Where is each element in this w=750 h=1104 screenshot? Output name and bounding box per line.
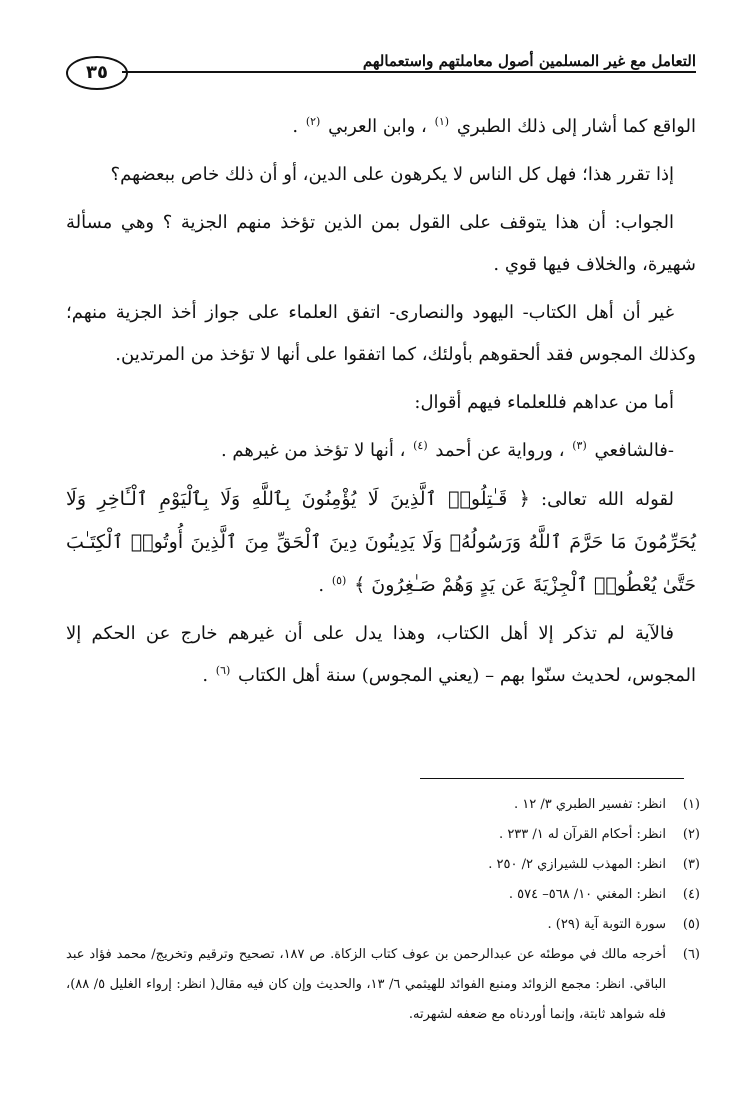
footnote-number: (٤) [682,887,700,902]
footnote-number: (٥) [682,917,700,932]
footnote-text: انظر: المهذب للشيرازي ٢/ ٢٥٠ . [488,857,666,872]
running-title: التعامل مع غير المسلمين أصول معاملتهم واستعمالهم [362,52,696,70]
paragraph-5: أما من عداهم فللعلماء فيهم أقوال: [414,392,674,413]
header-rule [122,71,696,73]
paragraph-4: غير أن أهل الكتاب- اليهود والنصارى- اتفق العلماء على جواز أخذ الجزية منهم؛ وكذلك المجوس فقد ألحقوهم بأولئك، كما اتفقوا على أنها لا تؤخذ من المرتدين. [66,302,696,365]
footnotes [66,790,700,1030]
footnote-number: (٣) [682,857,700,872]
footnote-text: أخرجه مالك في موطئه عن عبدالرحمن بن عوف كتاب الزكاة. ص ١٨٧، تصحيح وترقيم وتخريج/ محمد فؤاد عبد الباقي. انظر: مجمع الزوائد ومنبع الفوائد للهيثمي ٦/ ١٣، والحديث وإن كان فيه مقال( انظر: إرواء الغليل ٥/ ٨٨)، فله شواهد ثابتة، وإنما أوردناه مع ضعفه لشهرته. [66,947,666,1022]
footnote-text: انظر: أحكام القرآن له ١/ ٢٣٣ . [499,827,666,842]
footnote-ref-6: (٦) [215,664,231,677]
footnote-number: (١) [682,797,700,812]
footnote-item [66,880,700,910]
paragraph-3: الجواب: أن هذا يتوقف على القول بمن الذين تؤخذ منهم الجزية ؟ وهي مسألة شهيرة، والخلاف فيها قوي . [66,212,696,275]
footnote-item [66,820,700,850]
p8-end: . [202,665,209,686]
footnote-ref-4: (٤) [413,439,428,452]
paragraph-6 [66,430,696,472]
footnote-ref-1: (١) [434,115,450,128]
paragraph-2: إذا تقرر هذا؛ فهل كل الناس لا يكرهون على الدين، أو أن ذلك خاص ببعضهم؟ [110,164,674,185]
footnote-item [66,910,700,940]
p6-end: ، أنها لا تؤخذ من غيرهم . [220,440,406,461]
p6-middle: ، ورواية عن أحمد [435,440,565,461]
footnote-text: انظر: تفسير الطبري ٣/ ١٢ . [514,797,666,812]
footnote-number: (٢) [682,827,700,842]
paragraph-7 [66,478,696,607]
p8-text: فالآية لم تذكر إلا أهل الكتاب، وهذا يدل على أن غيرهم خارج عن الحكم إلا المجوس، لحديث سنّوا بهم – (يعني المجوس) سنة أهل الكتاب [66,623,696,686]
paragraph-1 [66,106,696,148]
p1-end: . [292,116,299,137]
footnote-separator [420,778,684,779]
p6-text: -فالشافعي [594,440,674,461]
footnote-text: سورة التوبة آية (٢٩) . [547,917,666,932]
page-number: ٣٥ [66,56,128,90]
main-text [66,106,696,703]
footnote-item [66,940,700,1030]
footnote-item [66,790,700,820]
paragraph-8 [66,613,696,697]
footnote-ref-2: (٢) [305,115,321,128]
footnote-number: (٦) [682,947,700,962]
footnote-ref-5: (٥) [331,574,347,587]
footnote-text: انظر: المغني ١٠/ ٥٦٨– ٥٧٤ . [508,887,666,902]
p1-text: الواقع كما أشار إلى ذلك الطبري [456,116,696,137]
p7-end: . [318,575,325,596]
footnote-item [66,850,700,880]
p1-middle: ، وابن العربي [328,116,427,137]
footnote-ref-3: (٣) [572,439,587,452]
page-header [66,52,696,88]
p7-intro: لقوله الله تعالى: [541,489,674,510]
quran-verse: ﴿ قَـٰتِلُوا۟ ٱلَّذِينَ لَا يُؤْمِنُونَ بِٱللَّهِ وَلَا بِٱلْيَوْمِ ٱلْـَٔاخِرِ وَلَا يُحَرِّمُونَ مَا حَرَّمَ ٱللَّهُ وَرَسُولُهُۥ وَلَا يَدِينُونَ دِينَ ٱلْحَقِّ مِنَ ٱلَّذِينَ أُوتُوا۟ ٱلْكِتَـٰبَ حَتَّىٰ يُعْطُوا۟ ٱلْجِزْيَةَ عَن يَدٍ وَهُمْ صَـٰغِرُونَ ﴾ [66,488,696,596]
